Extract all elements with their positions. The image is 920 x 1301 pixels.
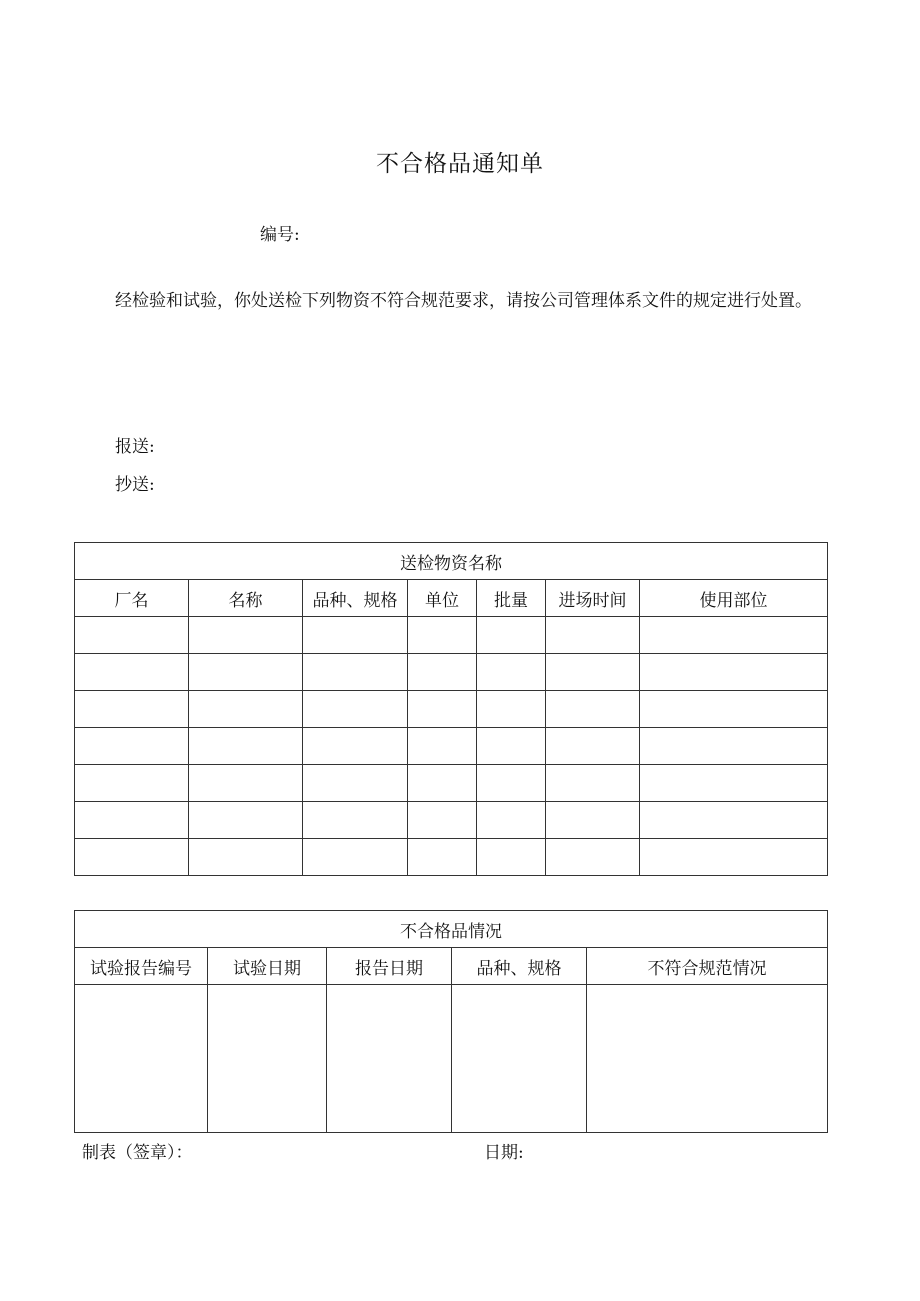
materials-table-body: [75, 617, 828, 876]
materials-table-row: [75, 617, 828, 654]
materials-table-cell[interactable]: [75, 765, 189, 802]
materials-table-cell[interactable]: [546, 691, 640, 728]
materials-table-cell[interactable]: [189, 691, 303, 728]
materials-table-caption: 送检物资名称: [75, 543, 828, 580]
cell-variety-spec[interactable]: [452, 985, 587, 1133]
materials-table-cell[interactable]: [640, 802, 828, 839]
materials-table-cell[interactable]: [546, 728, 640, 765]
materials-table-cell[interactable]: [189, 839, 303, 876]
materials-table-cell[interactable]: [408, 802, 477, 839]
materials-table-cell[interactable]: [189, 654, 303, 691]
materials-table-cell[interactable]: [303, 691, 408, 728]
nonconforming-table-entry-row: [75, 985, 828, 1133]
header-unit: 单位: [408, 580, 477, 617]
materials-table-cell[interactable]: [303, 802, 408, 839]
materials-table-cell[interactable]: [75, 728, 189, 765]
cell-test-report-number[interactable]: [75, 985, 208, 1133]
cell-nonconformance-details[interactable]: [587, 985, 828, 1133]
materials-table-cell[interactable]: [189, 617, 303, 654]
materials-table-cell[interactable]: [546, 617, 640, 654]
report-to-label: 报送:: [115, 437, 155, 457]
materials-table-cell[interactable]: [408, 728, 477, 765]
materials-table-cell[interactable]: [640, 654, 828, 691]
materials-table-cell[interactable]: [408, 691, 477, 728]
header-name: 名称: [189, 580, 303, 617]
materials-table-cell[interactable]: [546, 765, 640, 802]
materials-table-cell[interactable]: [408, 839, 477, 876]
document-title: 不合格品通知单: [376, 151, 544, 177]
materials-table-cell[interactable]: [303, 654, 408, 691]
header-test-report-number: 试验报告编号: [75, 948, 208, 985]
prepared-by-signature-label: 制表（签章）：: [82, 1143, 193, 1163]
header-variety-spec: 品种、规格: [303, 580, 408, 617]
materials-table-cell[interactable]: [640, 839, 828, 876]
materials-table-cell[interactable]: [303, 765, 408, 802]
copy-to-label: 抄送:: [115, 475, 155, 495]
nonconforming-table-caption: 不合格品情况: [75, 911, 828, 948]
materials-table-cell[interactable]: [75, 617, 189, 654]
materials-table-row: [75, 654, 828, 691]
materials-table-cell[interactable]: [189, 728, 303, 765]
materials-table-cell[interactable]: [640, 728, 828, 765]
materials-table-cell[interactable]: [477, 617, 546, 654]
materials-table-cell[interactable]: [189, 802, 303, 839]
materials-table-header-row: [75, 580, 828, 617]
materials-table-cell[interactable]: [640, 765, 828, 802]
inspected-materials-table: [74, 542, 828, 876]
materials-table-cell[interactable]: [477, 765, 546, 802]
materials-table-row: [75, 839, 828, 876]
materials-table-row: [75, 728, 828, 765]
materials-table-cell[interactable]: [303, 617, 408, 654]
header-test-date: 试验日期: [208, 948, 327, 985]
materials-table-cell[interactable]: [303, 728, 408, 765]
materials-table-cell[interactable]: [189, 765, 303, 802]
materials-table-cell[interactable]: [546, 839, 640, 876]
materials-table-cell[interactable]: [640, 617, 828, 654]
header-report-date: 报告日期: [327, 948, 452, 985]
materials-table-cell[interactable]: [75, 691, 189, 728]
materials-table-cell[interactable]: [303, 839, 408, 876]
header-batch-quantity: 批量: [477, 580, 546, 617]
materials-table-cell[interactable]: [75, 654, 189, 691]
materials-table-cell[interactable]: [546, 654, 640, 691]
materials-table-cell[interactable]: [477, 802, 546, 839]
header-variety-spec: 品种、规格: [452, 948, 587, 985]
cell-report-date[interactable]: [327, 985, 452, 1133]
cell-test-date[interactable]: [208, 985, 327, 1133]
materials-table-cell[interactable]: [408, 617, 477, 654]
materials-table-cell[interactable]: [477, 691, 546, 728]
nonconforming-products-table: [74, 910, 828, 1133]
date-label: 日期:: [484, 1143, 524, 1163]
materials-table-cell[interactable]: [408, 765, 477, 802]
materials-table-cell[interactable]: [477, 839, 546, 876]
materials-table-cell[interactable]: [640, 691, 828, 728]
nonconforming-table-header-row: [75, 948, 828, 985]
notice-body-text: 经检验和试验，你处送检下列物资不符合规范要求，请按公司管理体系文件的规定进行处置。: [115, 291, 812, 311]
materials-table-cell[interactable]: [477, 654, 546, 691]
materials-table-cell[interactable]: [546, 802, 640, 839]
header-nonconformance-details: 不符合规范情况: [587, 948, 828, 985]
materials-table-cell[interactable]: [408, 654, 477, 691]
serial-number-label: 编号:: [260, 225, 300, 245]
materials-table-row: [75, 765, 828, 802]
materials-table-cell[interactable]: [477, 728, 546, 765]
header-factory-name: 厂名: [75, 580, 189, 617]
materials-table-row: [75, 691, 828, 728]
materials-table-cell[interactable]: [75, 839, 189, 876]
header-usage-location: 使用部位: [640, 580, 828, 617]
header-entry-time: 进场时间: [546, 580, 640, 617]
materials-table-row: [75, 802, 828, 839]
materials-table-cell[interactable]: [75, 802, 189, 839]
